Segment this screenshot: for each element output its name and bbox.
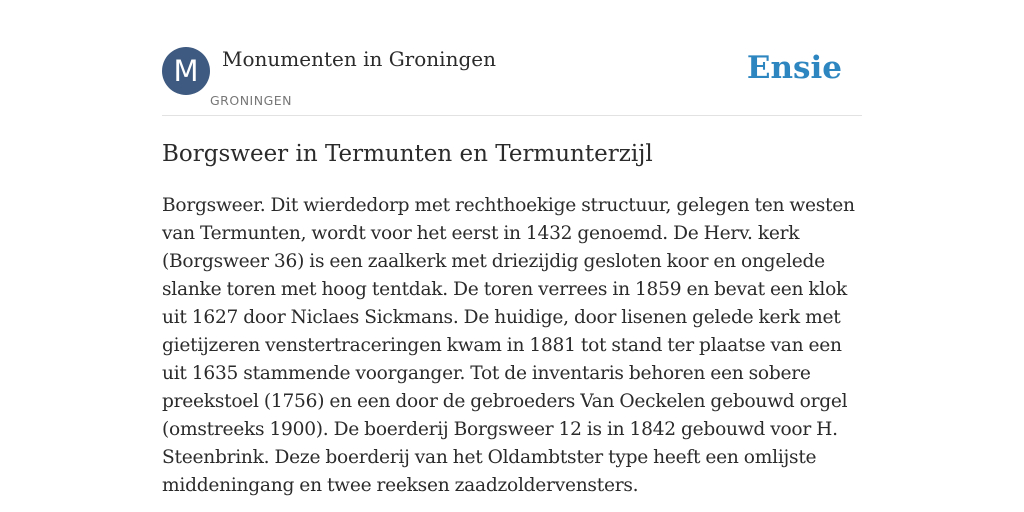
page-container xyxy=(162,0,862,496)
avatar[interactable] xyxy=(162,47,210,95)
source-title[interactable]: Monumenten in Groningen xyxy=(222,47,496,71)
article-body: Borgsweer. Dit wierdedorp met rechthoekige structuur, gelegen ten westen van Termunten, wordt voor het eerst in 1432 genoemd. De Herv. kerk (Borgsweer 36) is een zaalkerk met driezijdig gesloten koor en ongelede slanke toren met hoog tentdak. De toren verrees in 1859 en bevat een klok uit 1627 door Niclaes Sickmans. De huidige, door lisenen gelede kerk met gietijzeren venstertraceringen kwam in 1881 tot stand ter plaatse van een uit 1635 stammende voorganger. Tot de inventaris behoren een sobere preekstoel (1756) en een door de gebroeders Van Oeckelen gebouwd orgel (omstreeks 1900). De boerderij Borgsweer 12 is in 1842 gebouwd voor H. Steenbrink. Deze boerderij van het Oldambtster type heeft een omlijste middeningang en twee reeksen zaadzoldervensters. xyxy=(162,195,855,496)
source-subtitle[interactable]: GRONINGEN xyxy=(210,93,293,108)
article-title: Borgsweer in Termunten en Termunterzijl xyxy=(162,141,653,167)
brand-logo[interactable]: Ensie xyxy=(746,50,842,86)
avatar-letter: M xyxy=(173,53,199,88)
header xyxy=(162,0,862,116)
